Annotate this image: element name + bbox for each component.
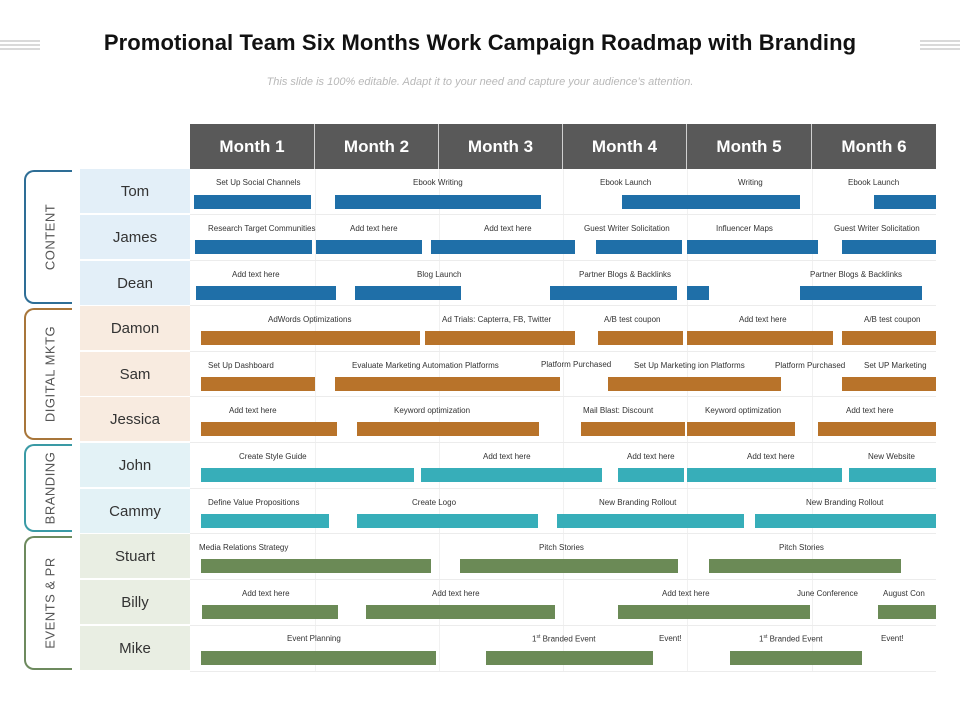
task-label: New Website xyxy=(868,452,915,461)
task-label: New Branding Rollout xyxy=(599,498,677,507)
row-name-cammy: Cammy xyxy=(80,489,190,534)
task-bar xyxy=(618,468,684,482)
task-bar xyxy=(201,468,414,482)
task-label: Add text here xyxy=(242,589,290,598)
task-bar xyxy=(421,468,602,482)
task-label: Add text here xyxy=(229,406,277,415)
task-bar xyxy=(687,286,709,300)
row-divider xyxy=(190,305,936,306)
ordinal-suffix: st xyxy=(536,634,541,640)
month-header-3: Month 3 xyxy=(439,124,563,169)
row-divider xyxy=(190,671,936,672)
task-bar xyxy=(194,195,311,209)
task-bar xyxy=(581,422,685,436)
task-label: Set Up Dashboard xyxy=(208,361,274,370)
task-label: Ebook Writing xyxy=(413,178,463,187)
slide-title: Promotional Team Six Months Work Campaign Roadmap with Branding xyxy=(103,30,857,55)
month-header-1: Month 1 xyxy=(190,124,315,169)
row-divider xyxy=(190,488,936,489)
task-label: Ad Trials: Capterra, FB, Twitter xyxy=(442,315,552,324)
task-bar xyxy=(201,559,431,573)
task-label: Ebook Launch xyxy=(600,178,652,187)
task-label: Add text here xyxy=(627,452,675,461)
task-label: Add text here xyxy=(747,452,795,461)
task-bar xyxy=(755,514,936,528)
task-label: Partner Blogs & Backlinks xyxy=(810,270,903,279)
task-bar xyxy=(357,422,539,436)
task-bar xyxy=(709,559,901,573)
task-bar xyxy=(687,422,795,436)
task-label: Writing xyxy=(738,178,763,187)
task-label: Keyword optimization xyxy=(394,406,471,415)
row-divider xyxy=(190,260,936,261)
row-name-sam: Sam xyxy=(80,352,190,397)
ordinal-number: 1 xyxy=(532,634,537,644)
group-label-digital-marketing: DIGITAL MKTG xyxy=(42,325,58,423)
group-label-branding: BRANDING xyxy=(42,451,58,525)
task-bar xyxy=(818,422,936,436)
row-divider xyxy=(190,442,936,443)
task-label: Guest Writer Solicitation xyxy=(834,224,920,233)
task-label: Add text here xyxy=(662,589,710,598)
task-bar xyxy=(486,651,653,665)
task-bar xyxy=(460,559,678,573)
task-bar xyxy=(431,240,575,254)
task-bar xyxy=(842,240,936,254)
task-label: Media Relations Strategy xyxy=(199,543,289,552)
task-label: Blog Launch xyxy=(417,270,462,279)
task-label: Add text here xyxy=(232,270,280,279)
task-label: New Branding Rollout xyxy=(806,498,884,507)
task-label: Partner Blogs & Backlinks xyxy=(579,270,672,279)
row-name-john: John xyxy=(80,443,190,488)
task-label: Set Up Marketing ion Platforms xyxy=(634,361,745,370)
task-bar xyxy=(849,468,936,482)
row-divider xyxy=(190,625,936,626)
row-name-billy: Billy xyxy=(80,580,190,625)
task-bar xyxy=(622,195,800,209)
task-label: August Con xyxy=(883,589,925,598)
task-bar xyxy=(316,240,422,254)
group-events-pr xyxy=(24,536,72,670)
row-name-jessica: Jessica xyxy=(80,397,190,442)
task-label: Add text here xyxy=(739,315,787,324)
slide-subtitle: This slide is 100% editable. Adapt it to your need and capture your audience’s attention. xyxy=(266,76,694,88)
task-label xyxy=(759,634,823,644)
task-bar xyxy=(596,240,682,254)
month-header-6: Month 6 xyxy=(812,124,936,169)
task-bar xyxy=(842,377,936,391)
month-header-2: Month 2 xyxy=(315,124,439,169)
task-bar xyxy=(598,331,683,345)
task-bar xyxy=(366,605,555,619)
row-name-tom: Tom xyxy=(80,169,190,214)
task-bar xyxy=(687,331,833,345)
task-bar xyxy=(195,240,312,254)
task-bar xyxy=(357,514,538,528)
task-bar xyxy=(335,195,541,209)
group-label-content: CONTENT xyxy=(42,203,58,271)
task-label: Event Planning xyxy=(287,634,341,643)
task-bar xyxy=(687,240,818,254)
task-label: Add text here xyxy=(484,224,532,233)
row-name-james: James xyxy=(80,215,190,260)
task-label: Add text here xyxy=(483,452,531,461)
task-bar xyxy=(730,651,862,665)
row-divider xyxy=(190,351,936,352)
group-digital-marketing xyxy=(24,308,72,440)
task-label: Evaluate Marketing Automation Platforms xyxy=(352,361,499,370)
task-bar xyxy=(557,514,744,528)
row-name-damon: Damon xyxy=(80,306,190,351)
task-label: Define Value Propositions xyxy=(208,498,300,507)
task-label: Event! xyxy=(881,634,904,643)
task-bar xyxy=(800,286,922,300)
task-label: Event! xyxy=(659,634,682,643)
task-label: Platform Purchased xyxy=(541,360,612,369)
task-label: Add text here xyxy=(846,406,894,415)
task-label: A/B test coupon xyxy=(604,315,661,324)
ordinal-suffix: st xyxy=(763,634,768,640)
task-bar xyxy=(202,605,338,619)
ordinal-number: 1 xyxy=(759,634,764,644)
task-label-text: Branded Event xyxy=(767,634,823,644)
task-bar xyxy=(201,331,420,345)
task-label: Keyword optimization xyxy=(705,406,782,415)
row-name-stuart: Stuart xyxy=(80,534,190,579)
task-label: Guest Writer Solicitation xyxy=(584,224,670,233)
task-label: Create Logo xyxy=(412,498,457,507)
task-bar xyxy=(842,331,936,345)
task-bar xyxy=(201,422,337,436)
row-name-mike: Mike xyxy=(80,626,190,671)
task-bar xyxy=(687,468,842,482)
task-label: Create Style Guide xyxy=(239,452,307,461)
task-bar xyxy=(618,605,810,619)
row-divider xyxy=(190,579,936,580)
task-label-text: Branded Event xyxy=(540,634,596,644)
group-label-events-pr: EVENTS & PR xyxy=(42,557,58,649)
task-label: Add text here xyxy=(350,224,398,233)
task-label: Pitch Stories xyxy=(779,543,824,552)
task-label xyxy=(532,634,596,644)
task-bar xyxy=(550,286,677,300)
task-label: AdWords Optimizations xyxy=(268,315,352,324)
task-label: Ebook Launch xyxy=(848,178,900,187)
group-branding xyxy=(24,444,72,532)
task-bar xyxy=(196,286,336,300)
task-label: A/B test coupon xyxy=(864,315,921,324)
task-bar xyxy=(201,514,329,528)
month-header-4: Month 4 xyxy=(563,124,687,169)
task-label: Platform Purchased xyxy=(775,361,846,370)
task-bar xyxy=(335,377,560,391)
task-bar xyxy=(355,286,461,300)
row-divider xyxy=(190,533,936,534)
group-content xyxy=(24,170,72,304)
task-label: Add text here xyxy=(432,589,480,598)
task-bar xyxy=(425,331,575,345)
row-divider xyxy=(190,396,936,397)
task-label: Influencer Maps xyxy=(716,224,773,233)
task-bar xyxy=(878,605,936,619)
task-label: Set Up Social Channels xyxy=(216,178,301,187)
task-bar xyxy=(201,651,436,665)
task-label: Research Target Communities xyxy=(208,224,316,233)
task-label: Mail Blast: Discount xyxy=(583,406,654,415)
task-label: Set UP Marketing xyxy=(864,361,927,370)
row-name-dean: Dean xyxy=(80,261,190,306)
task-label: June Conference xyxy=(797,589,858,598)
row-divider xyxy=(190,214,936,215)
task-bar xyxy=(874,195,936,209)
month-header-5: Month 5 xyxy=(687,124,812,169)
task-label: Pitch Stories xyxy=(539,543,584,552)
task-bar xyxy=(201,377,315,391)
task-bar xyxy=(608,377,781,391)
